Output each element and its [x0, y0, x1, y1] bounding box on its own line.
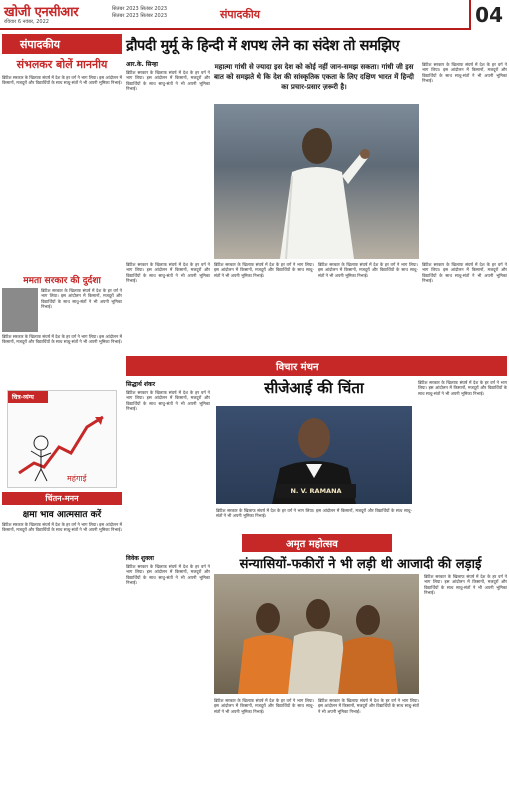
amrit-left-col — [126, 554, 210, 796]
dateline: रविवार 6 नवंबर, 2022 — [4, 19, 49, 25]
lead-byline: आर.के. सिन्हा — [126, 61, 158, 68]
lead-headline: द्रौपदी मुर्मू के हिन्दी में शपथ लेने का संदेश तो समझिए — [126, 37, 400, 54]
lead-col-left — [126, 60, 210, 260]
vichar-headline: सीजेआई की चिंता — [264, 379, 364, 397]
newspaper-logo: खोजी एनसीआर — [4, 5, 79, 20]
amrit-byline: विवेक शुक्ला — [126, 555, 154, 562]
vichar-label: विचार मंथन — [276, 362, 319, 373]
vichar-right-body: ब्रिटिश सरकार के खिलाफ संघर्ष में देश के हर वर्ग ने भाग लिया। इस आंदोलन में किसानों, मजदूरों और विद्यार्थियों के साथ साधु-संतों ने भी अपनी भूमिका निभाई। — [418, 380, 507, 396]
cartoon-drawing — [9, 403, 117, 487]
lead-lower-col-4: ब्रिटिश सरकार के खिलाफ संघर्ष में देश के हर वर्ग ने भाग लिया। इस आंदोलन में किसानों, मजदूरों और विद्यार्थियों के साथ साधु-संतों ने भी अपनी भूमिका निभाई। — [422, 262, 507, 284]
vichar-manthan-band — [126, 356, 507, 376]
sadhu-photo — [214, 574, 419, 694]
editorial-cartoon — [7, 390, 117, 488]
vichar-byline: सिद्धार्थ शंकर — [126, 381, 156, 388]
lead-right-body: ब्रिटिश सरकार के खिलाफ संघर्ष में देश के हर वर्ग ने भाग लिया। इस आंदोलन में किसानों, मजदूरों और विद्यार्थियों के साथ साधु-संतों ने भी अपनी भूमिका निभाई। — [422, 62, 507, 84]
cji-nameplate: N. V. RAMANA — [276, 484, 356, 498]
sadhu-figures — [214, 574, 419, 694]
lead-col-right — [422, 62, 507, 262]
page-number: 04 — [475, 3, 503, 27]
lead-lower-col-2: ब्रिटिश सरकार के खिलाफ संघर्ष में देश के हर वर्ग ने भाग लिया। इस आंदोलन में किसानों, मजदूरों और विद्यार्थियों के साथ साधु-संतों ने भी अपनी भूमिका निभाई। — [214, 262, 314, 278]
editorial-label-band — [2, 34, 122, 54]
chintan-headline: क्षमा भाव आत्मसात करें — [22, 510, 102, 520]
dateline-2: सितंबर 2023 सितंबर 2023 — [112, 6, 168, 12]
editorial-subhead: ममता सरकार की दुर्दशा — [23, 276, 101, 286]
amrit-left-body: ब्रिटिश सरकार के खिलाफ संघर्ष में देश के हर वर्ग ने भाग लिया। इस आंदोलन में किसानों, मजदूरों और विद्यार्थियों के साथ साधु-संतों ने भी अपनी भूमिका निभाई। — [126, 564, 210, 586]
columnist-photo — [2, 288, 38, 332]
lead-photo — [214, 104, 419, 259]
cji-photo — [216, 406, 412, 504]
section-name: संपादकीय — [220, 8, 261, 21]
vichar-caption: ब्रिटिश सरकार के खिलाफ संघर्ष में देश के हर वर्ग ने भाग लिया। इस आंदोलन में किसानों, मजदूरों और विद्यार्थियों के साथ साधु-संतों ने भी अपनी भूमिका निभाई। — [216, 508, 412, 519]
editorial-label: संपादकीय — [20, 38, 61, 51]
vichar-left-col — [126, 380, 210, 530]
cartoon-label-band — [8, 391, 48, 403]
masthead — [0, 0, 509, 30]
page-number-box — [469, 0, 509, 30]
left-editorial-column — [2, 34, 122, 796]
chintan-manan-label: चिंतन-मनन — [2, 492, 122, 505]
cartoon-caption: महंगाई — [67, 474, 87, 483]
amrit-right-body: ब्रिटिश सरकार के खिलाफ संघर्ष में देश के हर वर्ग ने भाग लिया। इस आंदोलन में किसानों, मजदूरों और विद्यार्थियों के साथ साधु-संतों ने भी अपनी भूमिका निभाई। — [424, 574, 507, 596]
subhead-body: ब्रिटिश सरकार के खिलाफ संघर्ष में देश के हर वर्ग ने भाग लिया। इस आंदोलन में किसानों, मजदूरों और विद्यार्थियों के साथ साधु-संतों ने भी अपनी भूमिका निभाई। — [41, 288, 122, 310]
dateline-3: सितंबर 2023 सितंबर 2023 — [112, 13, 168, 19]
vichar-left-body: ब्रिटिश सरकार के खिलाफ संघर्ष में देश के हर वर्ग ने भाग लिया। इस आंदोलन में किसानों, मजदूरों और विद्यार्थियों के साथ साधु-संतों ने भी अपनी भूमिका निभाई। — [126, 390, 210, 412]
amrit-headline: संन्यासियों-फकीरों ने भी लड़ी थी आजादी की लड़ाई — [239, 557, 482, 572]
vichar-right-col — [418, 380, 507, 530]
lead-lower-col-3: ब्रिटिश सरकार के खिलाफ संघर्ष में देश के हर वर्ग ने भाग लिया। इस आंदोलन में किसानों, मजदूरों और विद्यार्थियों के साथ साधु-संतों ने भी अपनी भूमिका निभाई। — [318, 262, 418, 278]
subhead-body-row — [2, 288, 122, 332]
lead-deck: महात्मा गांधी से ज्यादा इस देश को कोई नहीं जान-समझ सकता। गांधी जी इस बात को समझते थे कि देश की सांस्कृतिक एकता के लिए दक्षिण भारत में हिन्दी का प्रचार-प्रसार ज़रूरी है। — [214, 62, 414, 91]
amrit-right-col — [424, 574, 507, 796]
chintan-body: ब्रिटिश सरकार के खिलाफ संघर्ष में देश के हर वर्ग ने भाग लिया। इस आंदोलन में किसानों, मजदूरों और विद्यार्थियों के साथ साधु-संतों ने भी अपनी भूमिका निभाई। — [2, 522, 122, 533]
amrit-label: अमृत महोत्सव — [286, 539, 338, 550]
cartoon-label: चित्र-व्यंग्य — [12, 394, 34, 401]
subhead-body-2: ब्रिटिश सरकार के खिलाफ संघर्ष में देश के हर वर्ग ने भाग लिया। इस आंदोलन में किसानों, मजदूरों और विद्यार्थियों के साथ साधु-संतों ने भी अपनी भूमिका निभाई। — [2, 334, 122, 345]
lead-lower-col-1: ब्रिटिश सरकार के खिलाफ संघर्ष में देश के हर वर्ग ने भाग लिया। इस आंदोलन में किसानों, मजदूरों और विद्यार्थियों के साथ साधु-संतों ने भी अपनी भूमिका निभाई। — [126, 262, 210, 284]
amrit-under-col-2: ब्रिटिश सरकार के खिलाफ संघर्ष में देश के हर वर्ग ने भाग लिया। इस आंदोलन में किसानों, मजदूरों और विद्यार्थियों के साथ साधु-संतों ने भी अपनी भूमिका निभाई। — [318, 698, 419, 714]
amrit-mahotsav-band — [242, 534, 392, 552]
editorial-headline: संभलकर बोलें माननीय — [16, 58, 108, 71]
lead-left-body: ब्रिटिश सरकार के खिलाफ संघर्ष में देश के हर वर्ग ने भाग लिया। इस आंदोलन में किसानों, मजदूरों और विद्यार्थियों के साथ साधु-संतों ने भी अपनी भूमिका निभाई। — [126, 70, 210, 92]
president-figure — [262, 118, 372, 259]
amrit-under-col-1: ब्रिटिश सरकार के खिलाफ संघर्ष में देश के हर वर्ग ने भाग लिया। इस आंदोलन में किसानों, मजदूरों और विद्यार्थियों के साथ साधु-संतों ने भी अपनी भूमिका निभाई। — [214, 698, 314, 714]
editorial-body: ब्रिटिश सरकार के खिलाफ संघर्ष में देश के हर वर्ग ने भाग लिया। इस आंदोलन में किसानों, मजदूरों और विद्यार्थियों के साथ साधु-संतों ने भी अपनी भूमिका निभाई। — [2, 75, 122, 86]
